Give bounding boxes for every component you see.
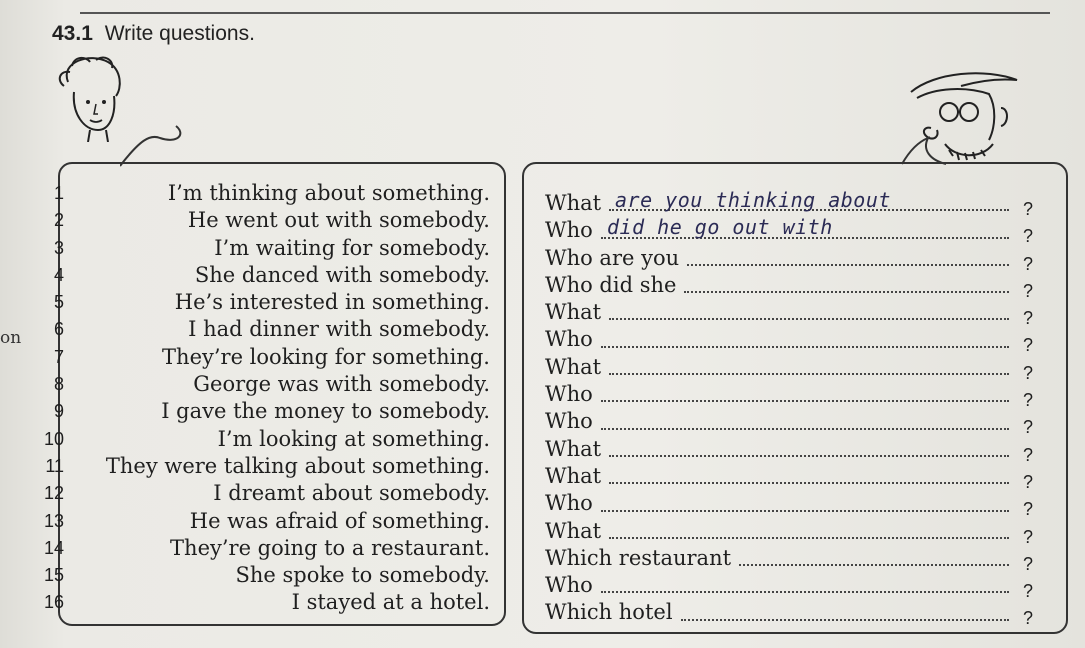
question-row — [545, 518, 1045, 545]
answer-line[interactable] — [684, 291, 1009, 293]
item-number: 5 — [53, 292, 64, 313]
question-row — [545, 408, 1045, 438]
statement: I had dinner with somebody. — [188, 317, 490, 342]
question-lead: What — [545, 354, 602, 379]
question-row — [545, 272, 1045, 299]
statement: I’m thinking about something. — [167, 181, 490, 205]
answer-line[interactable] — [609, 482, 1009, 484]
question-mark: ? — [1022, 335, 1033, 356]
statement: I’m waiting for somebody. — [214, 235, 490, 260]
question-row — [545, 599, 1045, 629]
item-number: 6 — [53, 319, 64, 340]
item-number: 7 — [53, 346, 64, 367]
question-mark: ? — [1022, 390, 1033, 411]
item-number: 9 — [53, 401, 64, 422]
question-lead: Who — [545, 327, 593, 352]
question-lead: What — [545, 518, 602, 543]
item-number: 8 — [53, 374, 64, 395]
question-mark: ? — [1022, 253, 1033, 274]
question-mark: ? — [1022, 199, 1033, 219]
top-rule — [80, 12, 1050, 14]
question-mark: ? — [1022, 444, 1033, 465]
answer-line[interactable] — [609, 537, 1009, 539]
question-lead: What — [545, 300, 602, 325]
question-lead: Which restaurant — [545, 545, 732, 570]
exercise-number: 43.1 — [52, 22, 93, 45]
question-row — [545, 545, 1045, 572]
item-number: 16 — [43, 592, 64, 613]
question-mark: ? — [1022, 417, 1033, 438]
item-number: 4 — [53, 264, 64, 285]
item-number: 10 — [43, 428, 64, 449]
answer-line[interactable] — [681, 619, 1009, 621]
answer-line[interactable] — [601, 400, 1009, 402]
question-mark: ? — [1022, 471, 1033, 492]
item-numbers — [14, 180, 70, 617]
question-list — [545, 190, 1045, 627]
question-mark: ? — [1022, 280, 1033, 301]
question-row — [545, 463, 1045, 490]
question-lead: Who — [545, 573, 593, 598]
answer-line[interactable] — [609, 318, 1009, 320]
statement: They were talking about something. — [105, 453, 490, 478]
item-number: 12 — [43, 483, 64, 504]
statement: They’re looking for something. — [162, 344, 490, 369]
answer-line[interactable] — [687, 264, 1009, 266]
statement: I stayed at a hotel. — [291, 590, 490, 615]
question-lead: Which hotel — [545, 600, 673, 625]
question-row — [545, 299, 1045, 329]
question-row — [545, 490, 1045, 520]
question-row — [545, 572, 1045, 602]
exercise-title: Write questions. — [104, 22, 255, 45]
question-lead: What — [545, 191, 602, 215]
answer-line[interactable] — [601, 510, 1009, 512]
answer-line[interactable] — [609, 455, 1009, 457]
question-lead: What — [545, 463, 602, 488]
question-lead: Who did she — [545, 272, 677, 297]
answer-line[interactable] — [601, 346, 1009, 348]
item-number: 15 — [43, 565, 64, 586]
statement-list — [70, 180, 490, 617]
statement: I’m looking at something. — [217, 426, 490, 451]
question-mark: ? — [1022, 608, 1033, 629]
question-lead: Who — [545, 491, 593, 516]
question-lead: Who are you — [545, 245, 680, 270]
question-lead: Who — [545, 409, 593, 434]
question-mark: ? — [1022, 226, 1033, 247]
question-row — [545, 326, 1045, 356]
statement: She spoke to somebody. — [235, 563, 490, 588]
statement: George was with somebody. — [193, 372, 490, 397]
answer-line[interactable] — [601, 591, 1009, 593]
exercise-heading — [52, 22, 255, 46]
answer-line[interactable] — [609, 373, 1009, 375]
question-row — [545, 436, 1045, 463]
question-row — [545, 190, 1045, 217]
question-lead: Who — [545, 382, 593, 407]
question-mark: ? — [1022, 526, 1033, 547]
question-row — [545, 215, 1045, 247]
item-number: 14 — [43, 537, 64, 558]
item-number: 2 — [53, 210, 64, 231]
answer-line[interactable] — [601, 428, 1009, 430]
question-mark: ? — [1022, 362, 1033, 383]
handwritten-answer: did he go out with — [607, 215, 833, 240]
item-number: 13 — [43, 510, 64, 531]
question-row — [545, 381, 1045, 411]
question-mark: ? — [1022, 308, 1033, 329]
question-mark: ? — [1022, 499, 1033, 520]
margin-fragment: on — [0, 328, 22, 348]
statement: They’re going to a restaurant. — [170, 535, 490, 560]
item-number: 1 — [53, 183, 64, 203]
statement: He’s interested in something. — [174, 290, 490, 315]
item-number: 11 — [45, 455, 64, 476]
question-row — [545, 245, 1045, 272]
question-mark: ? — [1022, 581, 1033, 602]
item-number: 3 — [53, 237, 64, 258]
statement: She danced with somebody. — [194, 262, 490, 287]
question-row — [545, 354, 1045, 381]
statement: He was afraid of something. — [189, 508, 490, 533]
statement: I dreamt about somebody. — [213, 481, 490, 506]
answer-line[interactable] — [739, 564, 1009, 566]
question-lead: Who — [545, 218, 593, 243]
question-lead: What — [545, 436, 602, 461]
question-mark: ? — [1022, 553, 1033, 574]
statement: He went out with somebody. — [187, 208, 490, 233]
handwritten-answer: are you thinking about — [615, 188, 891, 212]
statement: I gave the money to somebody. — [161, 399, 490, 424]
